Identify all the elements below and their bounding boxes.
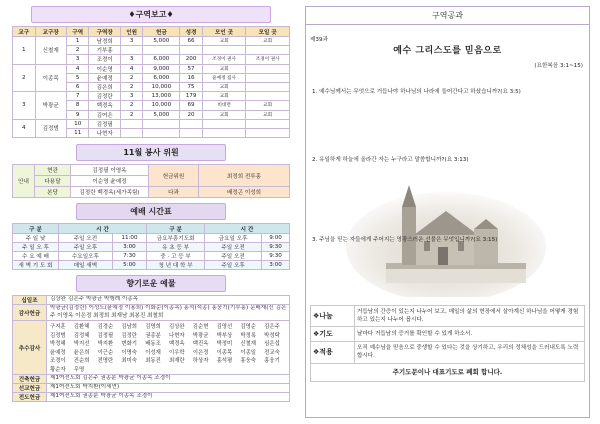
report-header-cell: 교구장 <box>35 27 66 37</box>
lesson-number: 제39과 <box>310 37 328 43</box>
service-body <box>13 234 290 270</box>
donor-name: 최동진 <box>145 358 161 365</box>
apply-label-2: ❖기도 <box>311 327 355 342</box>
donor-name: 김정란 <box>121 332 138 339</box>
report-cell-meet: 교회 <box>246 37 290 46</box>
report-cell-offering: 10,000 <box>143 82 180 91</box>
dad-label-1: 다용달 <box>35 176 71 187</box>
service-title: 예배 시간표 <box>76 203 226 220</box>
service-cell: 청 년 대 학 부 <box>147 261 205 270</box>
donor-name: 권종분 <box>145 332 161 339</box>
donation-text: 제1여전도회 박지환(이세연) <box>47 384 290 393</box>
report-header-cell: 인원 <box>120 27 143 37</box>
report-cell-offering <box>143 119 180 128</box>
report-cell-people <box>120 119 143 128</box>
report-cell-bible: 200 <box>180 55 203 64</box>
report-cell-meet <box>246 46 290 55</box>
report-district: 4 <box>13 119 36 137</box>
report-cell-bible: 69 <box>180 101 203 110</box>
report-cell-bible: 75 <box>180 82 203 91</box>
service-cell: 11:00 <box>112 234 146 243</box>
donor-name: 백경옥 <box>168 341 185 348</box>
service-cell: 9:00 <box>262 234 290 243</box>
donor-name: 박부상 <box>216 332 233 339</box>
donor-name: 김상완 <box>168 324 185 331</box>
donor-name: 조경이 <box>50 358 66 365</box>
report-cell-met: 교회 <box>202 37 246 46</box>
report-cell-meet <box>246 73 290 82</box>
report-cell-area: 7 <box>66 92 89 101</box>
report-cell-offering: 9,000 <box>143 64 180 73</box>
report-header-cell: 성경 <box>180 27 203 37</box>
report-cell-bible: 57 <box>180 64 203 73</box>
report-cell-head: 조경이 <box>89 55 120 64</box>
report-cell-head: 이순영 <box>89 64 120 73</box>
report-cell-offering: 5,000 <box>143 37 180 46</box>
report-row <box>13 92 290 101</box>
service-cell: 주일 오후 <box>59 243 113 252</box>
report-cell-area: 6 <box>66 82 89 91</box>
question-2: 2. 유일하게 하늘에 올라간 자는 누구라고 말씀합니까?(요 3:13) <box>312 157 469 163</box>
report-cell-meet: 조경이 권사 <box>246 55 290 64</box>
report-cell-offering: 5,000 <box>143 110 180 119</box>
donor-name: 윤예정 <box>50 349 66 356</box>
service-cell: 주일 오전 <box>205 252 262 261</box>
service-cell: 주일 오후 <box>205 261 262 270</box>
donation-row <box>13 305 290 321</box>
svc-h1: 구 분 <box>13 224 59 234</box>
report-cell-area: 3 <box>66 55 89 64</box>
service-cell: 9:30 <box>262 243 290 252</box>
donor-name: 진순희 <box>73 358 90 365</box>
donor-name: 김남희 <box>121 324 138 331</box>
donation-label: 전도헌금 <box>13 393 47 402</box>
service-cell: 중 · 고 등 부 <box>147 252 205 261</box>
bon-label: 본당 <box>35 187 71 198</box>
report-cell-head: 기부홍 <box>89 46 120 55</box>
report-row <box>13 37 290 46</box>
service-cell: 9:30 <box>262 252 290 261</box>
apply-text-1: 거듭남의 간증이 있는지 나누어 보고, 매일의 삶의 현장에서 살아계신 하나님을 어떻게 경험하고 있는지 나누어 봅시다. <box>357 309 579 324</box>
donor-name: 홍석평 <box>216 358 233 365</box>
report-cell-offering <box>143 46 180 55</box>
report-cell-met <box>202 119 246 128</box>
donor-name: 박정탁 <box>264 332 280 339</box>
report-header-cell: 구역 <box>66 27 89 37</box>
report-cell-meet <box>246 82 290 91</box>
report-cell-meet: 교회 <box>246 101 290 110</box>
donation-text: 제1여전도회 권종분 박광균 이종목 조경이 <box>47 393 290 402</box>
left-column <box>12 6 290 402</box>
report-header-row <box>13 27 290 37</box>
service-cell: 3:00 <box>262 261 290 270</box>
donor-name: 이은정 <box>192 349 209 356</box>
service-cell: 수요일오후 <box>59 252 113 261</box>
donation-text: 김상완 김은주 박광균 박행례 이종목 <box>47 296 290 305</box>
svc-h3: 구 분 <box>147 224 205 234</box>
report-cell-head: 김정란 <box>89 92 120 101</box>
donor-name: 김정범 <box>50 332 66 339</box>
report-district: 1 <box>13 37 36 65</box>
report-cell-area: 11 <box>66 128 89 137</box>
report-header-cell: 교구 <box>13 27 36 37</box>
report-cell-area: 1 <box>66 37 89 46</box>
donor-name: 변화기 <box>121 341 138 348</box>
donor-name: 김환혜 <box>73 324 90 331</box>
service-cell: 주일 오전 <box>205 243 262 252</box>
report-cell-offering <box>143 128 180 137</box>
donor-name <box>216 365 240 374</box>
report-cell-meet <box>246 64 290 73</box>
donor-name: 이종목 <box>216 349 233 356</box>
report-header-cell: 구역장 <box>89 27 120 37</box>
donation-text: 박광균(김정란) 이성도(윤예정 이용희) 이화순(이종목) 홍석(석종) 홍웅기(기부홍) 문배재(신 김은주 이영옥 이은정 최정희 최재남 최봉진 최철희 <box>47 305 290 321</box>
donor-name: 김순현 <box>192 324 209 331</box>
service-cell: 주 일 오 후 <box>13 243 59 252</box>
service-cell: 3:00 <box>112 243 146 252</box>
service-cell: 새 벽 기 도 회 <box>13 261 59 270</box>
donor-name: 신철재 <box>240 341 256 348</box>
donor-name: 최미숙 <box>121 358 138 365</box>
report-cell-people: 3 <box>120 37 143 46</box>
donation-row <box>13 384 290 393</box>
donor-name <box>192 365 216 374</box>
service-cell: 유 초 등 부 <box>147 243 205 252</box>
dad-names-1: 이순영 윤예정 <box>71 176 149 187</box>
donation-label: 건축헌금 <box>13 375 47 384</box>
lesson-reference: (요한복음 3:1~15) <box>534 63 583 69</box>
donor-name: 이우학 <box>168 349 185 356</box>
donor-name: 이종일 <box>240 349 256 356</box>
donor-name: 이근순 <box>97 349 114 356</box>
report-cell-people <box>120 46 143 55</box>
report-cell-people: 3 <box>120 55 143 64</box>
apply-box <box>310 305 585 382</box>
report-cell-bible <box>180 46 203 55</box>
report-cell-met: 교회 <box>202 64 246 73</box>
report-cell-met <box>202 128 246 137</box>
report-cell-head: 김은희 <box>89 82 120 91</box>
donation-row <box>13 321 290 375</box>
report-header-cell: 헌금 <box>143 27 180 37</box>
donor-name: 박광균 <box>192 332 209 339</box>
service-table <box>12 223 290 270</box>
report-header-cell: 모일 곳 <box>246 27 290 37</box>
report-table <box>12 26 290 138</box>
report-cell-head: 김정필 <box>89 119 120 128</box>
question-3: 3. 주님을 믿는 자들에게 주어지는 영광스러운 선물은 무엇입니까?(요 3:15) <box>312 237 498 243</box>
report-row <box>13 64 290 73</box>
donor-name: 전명란 <box>97 358 114 365</box>
donor-name: 박정록 <box>240 332 256 339</box>
donation-row <box>13 393 290 402</box>
service-cell: 7:30 <box>112 252 146 261</box>
report-cell-head: 윤예정 <box>89 73 120 82</box>
report-cell-area: 10 <box>66 119 89 128</box>
donor-name: 김영선 <box>216 324 233 331</box>
donor-name <box>144 365 168 374</box>
donor-name: 백진옥 <box>192 341 209 348</box>
report-cell-bible: 66 <box>180 37 203 46</box>
hyun-label: 현관 <box>35 165 71 176</box>
report-cell-met: 교회 <box>202 110 246 119</box>
report-cell-met: 윤예정 집사 <box>202 73 246 82</box>
donor-name: 구지훈 <box>50 324 66 331</box>
report-cell-meet <box>246 128 290 137</box>
donor-name: 최재란 <box>168 358 185 365</box>
guide-label: 안내 <box>13 165 35 198</box>
flower-label: 다과 <box>149 187 199 198</box>
donor-name: 전교숙 <box>264 349 280 356</box>
report-cell-meet <box>246 119 290 128</box>
donor-name: 박지선 <box>73 341 90 348</box>
report-cell-bible <box>180 119 203 128</box>
report-leader: 이종목 <box>35 64 66 92</box>
donor-name: 김정혜 <box>73 332 90 339</box>
donor-name <box>239 365 263 374</box>
report-cell-offering: 6,000 <box>143 73 180 82</box>
donation-row <box>13 296 290 305</box>
apply-text-2: 날마다 거듭남의 증거를 확인할 수 있게 하소서. <box>357 331 473 338</box>
volunteer-table <box>12 164 290 198</box>
report-cell-head: 나현자 <box>89 128 120 137</box>
report-cell-bible <box>180 128 203 137</box>
donor-name: 김명희 <box>145 324 161 331</box>
donor-name: 나현자 <box>168 332 185 339</box>
donation-label: 선교헌금 <box>13 384 47 393</box>
apply-label-1: ❖나눔 <box>311 306 355 327</box>
report-cell-people: 2 <box>120 110 143 119</box>
report-cell-head: 백경옥 <box>89 101 120 110</box>
money-label: 헌금위원 <box>149 165 199 187</box>
donor-name <box>168 365 192 374</box>
service-cell: 5:00 <box>112 261 146 270</box>
donor-name: 박지환 <box>97 341 114 348</box>
donor-name: 배동조 <box>145 341 161 348</box>
report-cell-bible: 16 <box>180 73 203 82</box>
donor-name: 김은주 <box>264 324 280 331</box>
question-1: 1. 예수님께서는 무엇으로 거듭나야 하나님의 나라에 들어간다고 하셨습니까?(요 3:5) <box>312 89 521 95</box>
donation-label: 십일조 <box>13 296 47 305</box>
bon-names: 김정란 백경옥(세가족팀) <box>71 187 149 198</box>
donation-table <box>12 295 290 402</box>
apply-label-3: ❖적용 <box>311 342 355 363</box>
donation-text: 제1여전도회 김은주 권종분 박광균 이종목 조경이 <box>47 375 290 384</box>
donation-title: 향기로운 예물 <box>76 275 226 292</box>
svc-h2: 시 간 <box>59 224 147 234</box>
report-cell-people: 2 <box>120 101 143 110</box>
report-cell-offering: 10,000 <box>143 101 180 110</box>
report-cell-offering: 6,000 <box>143 55 180 64</box>
report-cell-people: 4 <box>120 64 143 73</box>
donor-name <box>97 365 121 374</box>
report-header-cell: 모인 곳 <box>202 27 246 37</box>
donor-name: 심은섭 <box>264 341 280 348</box>
report-cell-area: 8 <box>66 101 89 110</box>
donor-name: 이명숙 <box>121 349 138 356</box>
report-district: 3 <box>13 92 36 120</box>
svc-h4: 시 간 <box>205 224 290 234</box>
service-cell: 금요부흥기도회 <box>147 234 205 243</box>
lesson-header: 구역공과 <box>306 7 589 25</box>
donor-name: 무명 <box>73 366 85 373</box>
donor-name <box>120 365 144 374</box>
donation-row <box>13 375 290 384</box>
donor-name: 홍웅숙 <box>240 358 256 365</box>
donor-name: 박정혜 <box>50 341 66 348</box>
donor-name: 박정미 <box>216 341 233 348</box>
report-body <box>13 37 290 138</box>
service-cell: 주 일 낮 <box>13 234 59 243</box>
report-cell-area: 5 <box>66 73 89 82</box>
service-row <box>13 252 290 261</box>
donor-name: 김경순 <box>97 324 114 331</box>
report-cell-area: 9 <box>66 110 89 119</box>
report-cell-head: 김여은 <box>89 110 120 119</box>
apply-text-3: 오직 예수님을 믿음으로 중생할 수 있다는 것을 상기하고, 우리의 정체성을 드러내도록 노력합시다. <box>357 345 579 360</box>
report-cell-met <box>202 46 246 55</box>
donation-name-grid <box>47 321 290 375</box>
donation-label: 감사헌금 <box>13 305 47 321</box>
donor-name: 황순자 <box>50 366 66 373</box>
lesson-title: 예수 그리스도를 믿음으로 <box>393 46 502 56</box>
hyun-names: 김정필 이영옥 <box>71 165 149 176</box>
report-title: ♦구역보고♦ <box>31 6 271 23</box>
report-cell-met: 비대면 <box>202 101 246 110</box>
donor-name: 홍웅기 <box>264 358 280 365</box>
report-cell-met: 조경이 권사 <box>202 55 246 64</box>
report-cell-people: 3 <box>120 92 143 101</box>
report-cell-meet: 교회 <box>246 110 290 119</box>
report-leader: 김정범 <box>35 119 66 137</box>
service-cell: 주일 오전 <box>59 234 113 243</box>
donation-label: 추수감사 <box>13 321 47 375</box>
money-names: 최정희 전루홍 <box>199 165 290 187</box>
report-cell-meet <box>246 92 290 101</box>
report-leader: 신철재 <box>35 37 66 65</box>
report-cell-people <box>120 128 143 137</box>
volunteer-title: 11월 봉사 위원 <box>76 144 226 161</box>
service-cell: 매일 새벽 <box>59 261 113 270</box>
report-cell-offering: 13,000 <box>143 92 180 101</box>
report-leader: 박광균 <box>35 92 66 120</box>
report-cell-area: 2 <box>66 46 89 55</box>
report-district: 2 <box>13 64 36 92</box>
report-cell-met: 교회 <box>202 82 246 91</box>
report-row <box>13 119 290 128</box>
service-row <box>13 243 290 252</box>
report-cell-bible: 179 <box>180 92 203 101</box>
report-cell-people: 2 <box>120 82 143 91</box>
closing-text: 주기도문이나 대표기도로 폐회 합니다. <box>392 367 503 376</box>
donor-name: 김영순 <box>240 324 256 331</box>
report-cell-bible: 20 <box>180 110 203 119</box>
report-cell-people: 2 <box>120 73 143 82</box>
donor-name <box>263 365 287 374</box>
service-cell: 금요일 오후 <box>205 234 262 243</box>
report-cell-area: 4 <box>66 64 89 73</box>
lesson-panel <box>305 6 590 418</box>
report-cell-met: 교회 <box>202 92 246 101</box>
donor-name: 김정필 <box>97 332 114 339</box>
donor-name: 윤은희 <box>73 349 90 356</box>
report-cell-head: 남경희 <box>89 37 120 46</box>
service-row <box>13 234 290 243</box>
flower-names: 배정곤 이성희 <box>199 187 290 198</box>
service-cell: 수 요 예 배 <box>13 252 59 261</box>
donor-name: 이성재 <box>145 349 161 356</box>
donor-name: 하상자 <box>192 358 209 365</box>
service-row <box>13 261 290 270</box>
